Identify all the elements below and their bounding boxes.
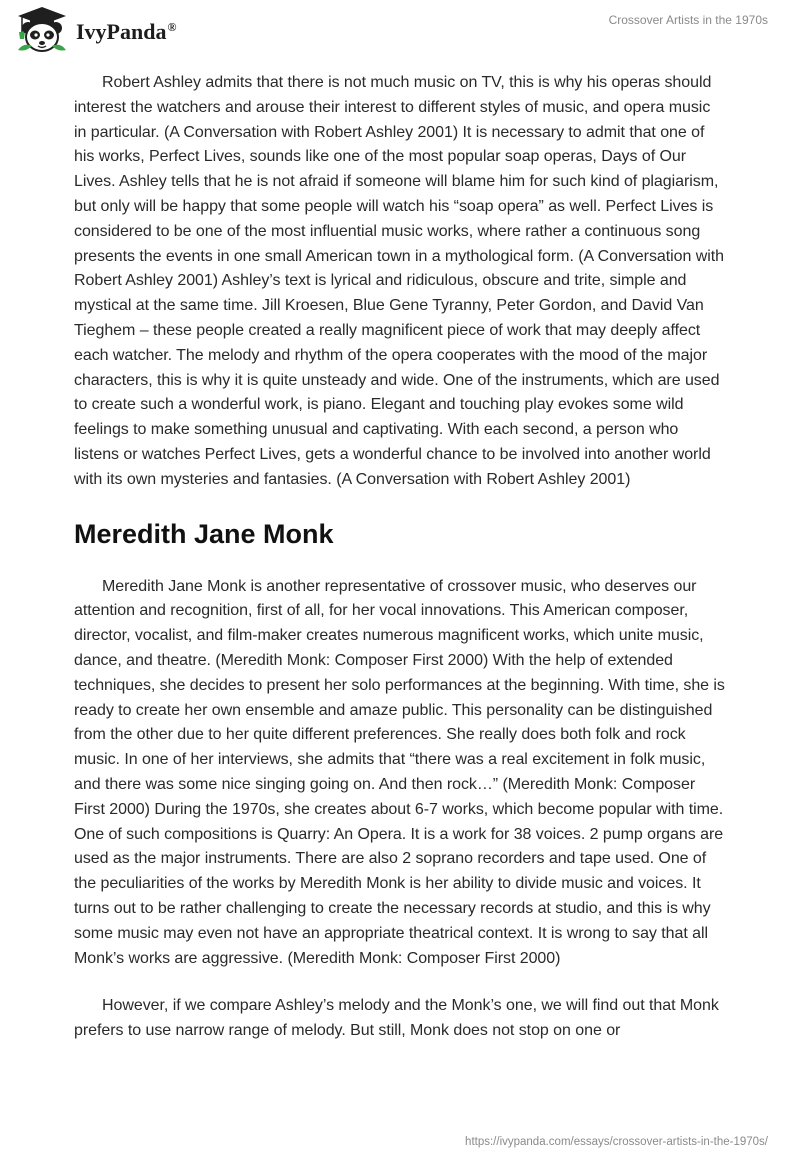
document-title: Crossover Artists in the 1970s [608, 13, 768, 27]
body-paragraph: Meredith Jane Monk is another representative of crossover music, who deserves our attention and recognition, first of all, for her vocal innovations. This American composer, director, vocalist, and film-maker creates numerous magnificent works, which unite music, dance, and theatre. (Meredith Monk: Composer First 2000) With the help of extended techniques, she decides to present her solo performances at the beginning. With time, she is ready to create her own ensemble and amaze public. This personality can be distinguished from the other due to her quite different preferences. She really does both folk and rock music. In one of her interviews, she admits that “there was a real excitement in folk music, and there was some nice singing going on. And then rock…” (Meredith Monk: Composer First 2000) During the 1970s, she creates about 6-7 works, which become popular with time. One of such compositions is Quarry: An Opera. It is a work for 38 voices. 2 pump organs are used as the major instruments. There are also 2 soprano recorders and tape used. One of the peculiarities of the works by Meredith Monk is her ability to divide music and voices. It turns out to be rather challenging to create the necessary records at studio, and this is why some music may even not have an appropriate theatrical context. It is wrong to say that all Monk’s works are aggressive. (Meredith Monk: Composer First 2000) [74, 577, 725, 967]
page-header [0, 0, 800, 60]
source-url[interactable]: https://ivypanda.com/essays/crossover-artists-in-the-1970s/ [465, 1136, 768, 1148]
section-heading: Meredith Jane Monk [74, 518, 334, 549]
body-paragraph: However, if we compare Ashley’s melody and the Monk’s one, we will find out that Monk prefers to use narrow range of melody. But still, Monk does not stop on one or [74, 997, 719, 1040]
brand-name: IvyPanda® [76, 19, 177, 44]
essay-content [74, 71, 726, 1067]
brand-logo[interactable] [14, 6, 176, 54]
panda-graduate-icon [14, 6, 70, 54]
body-paragraph: Robert Ashley admits that there is not much music on TV, this is why his operas should interest the watchers and arouse their interest to different styles of music, and opera music in particular. (A Conversation with Robert Ashley 2001) It is necessary to admit that one of his works, Perfect Lives, sounds like one of the most popular soap operas, Days of Our Lives. Ashley tells that he is not afraid if someone will blame him for such kind of plagiarism, but only will be happy that some people will watch his “soap opera” as well. Perfect Lives is considered to be one of the most influential music works, where rather a continuous song presents the events in one small American town in a mythological form. (A Conversation with Robert Ashley 2001) Ashley’s text is lyrical and ridiculous, obscure and trite, simple and mystical at the same time. Jill Kroesen, Blue Gene Tyranny, Peter Gordon, and David Van Tieghem – these people created a really magnificent piece of work that may deeply affect each watcher. The melody and rhythm of the opera cooperates with the mood of the major characters, this is why it is quite unsteady and wide. One of the instruments, which are used to create such a wonderful work, is piano. Elegant and touching play evokes some wild feelings to make something unusual and captivating. With each second, a person who listens or watches Perfect Lives, gets a wonderful chance to be involved into another world with its own mysteries and fantasies. (A Conversation with Robert Ashley 2001) [74, 74, 724, 488]
